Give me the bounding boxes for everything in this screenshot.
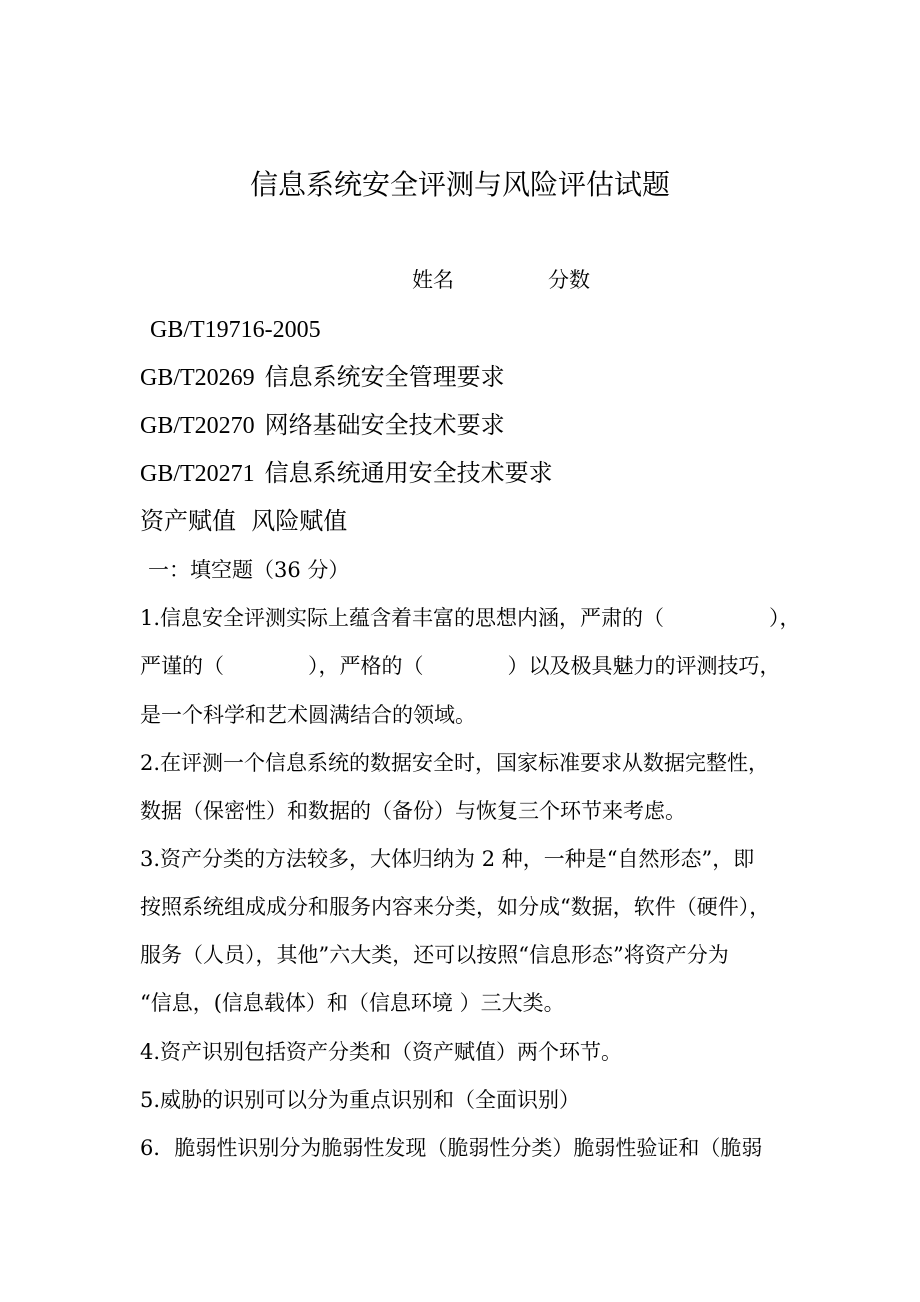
question-line: 3.资产分类的方法较多，大体归纳为 2 种，一种是“自然形态”，即: [140, 847, 755, 871]
standard-name: 网络基础安全技术要求: [264, 411, 505, 439]
question-line: 严谨的（ ），严格的（ ）以及极具魅力的评测技巧，: [140, 654, 781, 678]
question-line: 4.资产识别包括资产分类和（资产赋值）两个环节。: [140, 1040, 623, 1064]
standard-name: 信息系统安全管理要求: [264, 363, 505, 391]
standard-line: [150, 312, 321, 347]
question-line: 数据（保密性）和数据的（备份）与恢复三个环节来考虑。: [140, 799, 686, 823]
question-line: 按照系统组成成分和服务内容来分类，如分成“数据，软件（硬件），: [140, 895, 771, 919]
name-score-row: [412, 264, 590, 296]
valuation-line: 资产赋值 风险赋值: [140, 507, 348, 535]
section-heading: 一：填空题（36 分）: [148, 558, 350, 582]
page-title: 信息系统安全评测与风险评估试题: [249, 168, 670, 201]
standard-code: GB/T20269: [140, 365, 255, 391]
question-line: 1.信息安全评测实际上蕴含着丰富的思想内涵，严肃的（ ），: [140, 606, 801, 630]
standard-code: GB/T20271: [140, 461, 255, 487]
question-line: 5.威胁的识别可以分为重点识别和（全面识别）: [140, 1088, 581, 1112]
standard-code: GB/T19716-2005: [150, 317, 321, 343]
score-label: 分数: [548, 268, 590, 292]
standard-code: GB/T20270: [140, 413, 255, 439]
standard-line: [140, 456, 553, 491]
standard-name: 信息系统通用安全技术要求: [264, 459, 553, 487]
standard-line: [140, 408, 505, 443]
question-line: 服务（人员），其他”六大类，还可以按照“信息形态”将资产分为: [140, 943, 729, 967]
question-line: “信息，(信息载体）和（信息环境 ）三大类。: [140, 991, 565, 1015]
standard-line: [140, 360, 505, 395]
question-line: 2.在评测一个信息系统的数据安全时，国家标准要求从数据完整性，: [140, 751, 770, 775]
question-line: 6．脆弱性识别分为脆弱性发现（脆弱性分类）脆弱性验证和（脆弱: [140, 1136, 763, 1160]
question-line: 是一个科学和艺术圆满结合的领域。: [140, 703, 476, 727]
name-label: 姓名: [412, 268, 454, 292]
